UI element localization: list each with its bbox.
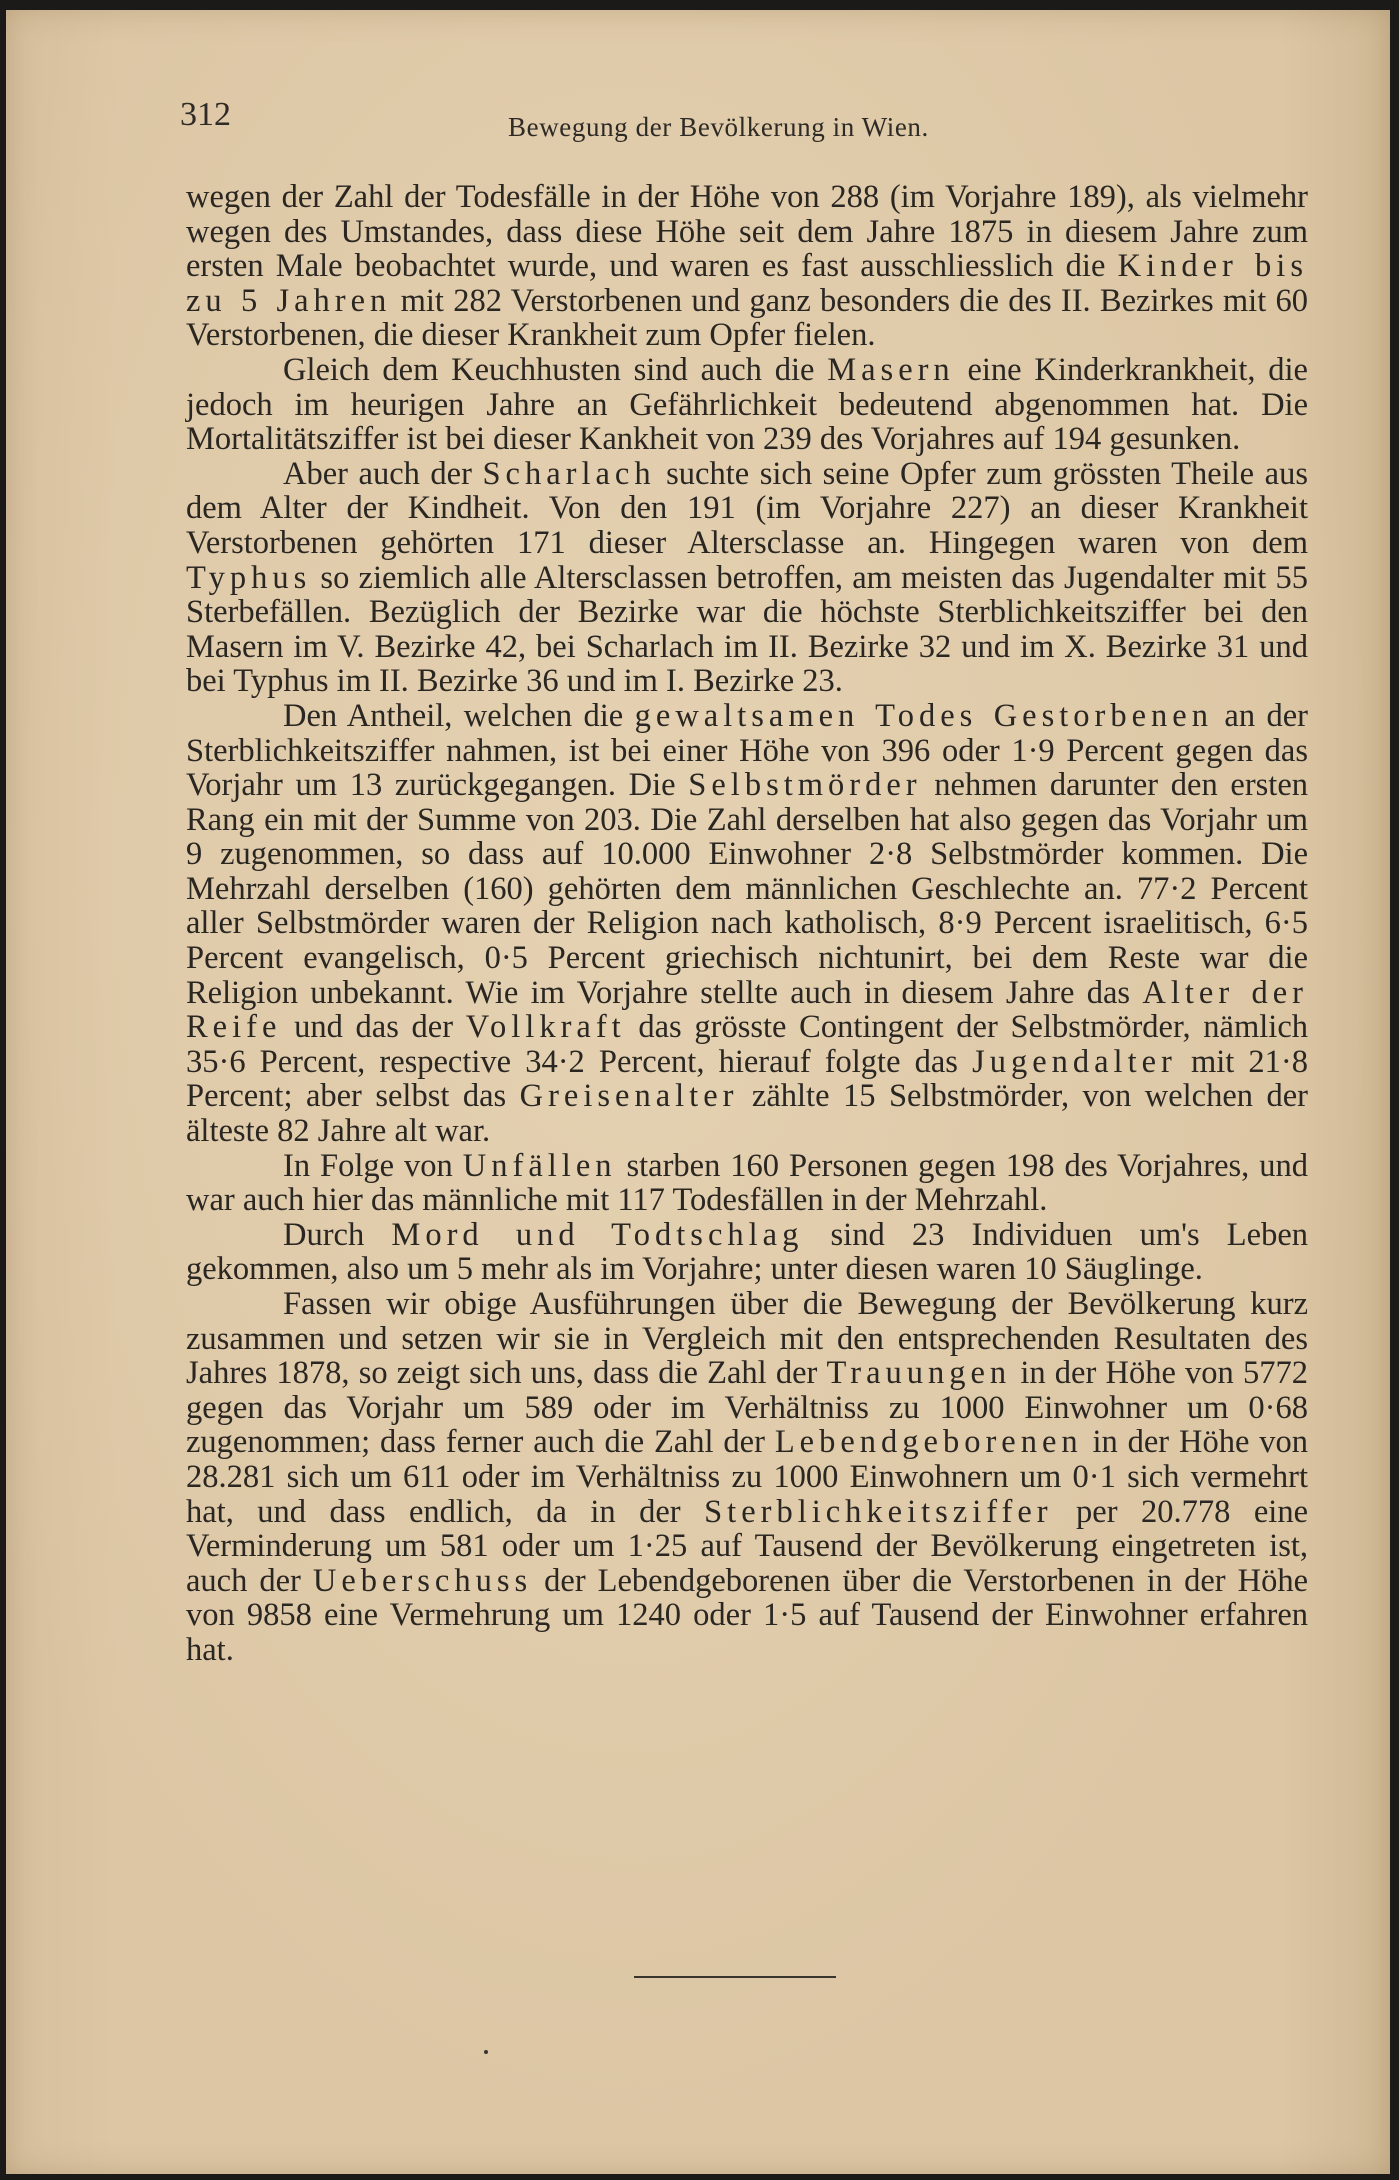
running-head: Bewegung der Bevölkerung in Wien. (508, 112, 929, 142)
text-run: das grösste Contingent der Selbstmörder, nämlich 35·6 Percent, respective 34·2 Percent, hierauf folgte das (186, 1009, 1308, 1080)
emphasized-term: Vollkraft (465, 1009, 626, 1046)
emphasized-term: Greisenalter (519, 1078, 739, 1115)
emphasized-term: Typhus (186, 559, 312, 596)
emphasized-term: Jugendalter (972, 1043, 1177, 1080)
text-run: und das der (281, 1009, 466, 1046)
text-run: an der Sterblichkeitsziffer nahmen, ist bei einer Höhe von 396 oder 1·9 Percent gegen das Vorjahr um 13 zurückgegangen. Die (186, 697, 1308, 804)
paragraph (186, 1218, 1308, 1287)
text-run: starben 160 Personen gegen 198 des Vorjahres, und war auch hier das männliche mit 117 Todesfällen in der Mehrzahl. (186, 1147, 1308, 1219)
emphasized-term: Selbstmörder (688, 767, 922, 804)
emphasized-term: Kinder bis zu 5 Jahren (186, 248, 1308, 319)
paragraph (186, 180, 1308, 353)
page-number: 312 (180, 96, 231, 133)
text-run: Gleich dem Keuchhusten sind auch die (283, 351, 828, 388)
text-run: Aber auch der (283, 455, 483, 492)
text-run: per 20.778 eine Verminderung um 581 oder um 1·25 auf Tausend der Bevölkerung eingetreten ist, auch der (186, 1493, 1308, 1599)
text-run: mit 21·8 Percent; aber selbst das (186, 1043, 1309, 1115)
paragraph (186, 353, 1308, 457)
text-run: in der Höhe von 28.281 sich um 611 oder im Verhältniss zu 1000 Einwohnern um 0·1 sich vermehrt hat, und dass endlich, da in der (186, 1424, 1308, 1530)
emphasized-term: Ueberschuss (312, 1562, 533, 1599)
emphasized-term: Trauungen (826, 1355, 1012, 1392)
emphasized-term: Sterblichkeitsziffer (704, 1493, 1053, 1530)
paragraph (186, 457, 1308, 699)
page-header (180, 96, 1310, 146)
ink-speck (484, 2050, 488, 2054)
emphasized-term: gewaltsamen Todes Gestorbenen (634, 697, 1213, 734)
text-run: Den Antheil, welchen die (283, 697, 635, 734)
text-run: sind 23 Individuen um's Leben gekommen, also um 5 mehr als im Vorjahre; unter diesen waren 10 Säuglinge. (186, 1216, 1308, 1288)
emphasized-term: Masern (827, 351, 955, 388)
text-run: so ziemlich alle Altersclassen betroffen, am meisten das Jugendalter mit 55 Sterbefällen. Bezüglich der Bezirke war die höchste Sterblichkeitsziffer bei den Masern im V. Bezirke 42, bei Scharlach im II. Bezirke 32 und im X. Bezirke 31 und bei Typhus im II. Bezirke 36 und im I. Bezirke 23. (186, 559, 1308, 700)
emphasized-term: Scharlach (482, 455, 656, 492)
text-run: in der Höhe von 5772 gegen das Vorjahr um 589 oder im Verhältniss zu 1000 Einwohner um 0·68 zugenommen; dass ferner auch die Zahl der (186, 1355, 1308, 1461)
text-run: eine Kinderkrankheit, die jedoch im heurigen Jahre an Gefährlichkeit bedeutend abgenommen hat. Die Mortalitätsziffer ist bei dieser Kankheit von 239 des Vorjahres auf 194 gesunken. (186, 351, 1308, 458)
paragraph (186, 699, 1308, 1149)
text-run: wegen der Zahl der Todesfälle in der Höhe von 288 (im Vorjahre 189), als vielmehr wegen des Umstandes, dass diese Höhe seit dem Jahre 1875 in diesem Jahre zum ersten Male beobachtet wurde, und waren es fast ausschliesslich die (186, 179, 1308, 285)
book-page (6, 10, 1390, 2174)
paragraph (186, 1149, 1308, 1218)
emphasized-term: Alter der Reife (186, 974, 1308, 1046)
text-run: suchte sich seine Opfer zum grössten Theile aus dem Alter der Kindheit. Von den 191 (im Vorjahre 227) an dieser Krankheit Verstorbenen gehörten 171 dieser Altersclasse an. Hingegen waren von dem (186, 455, 1308, 561)
text-run: Fassen wir obige Ausführungen über die Bewegung der Bevölkerung kurz zusammen und setzen wir sie in Vergleich mit den entsprechenden Resultaten des Jahres 1878, so zeigt sich uns, dass die Zahl der (186, 1286, 1308, 1392)
body-text (186, 180, 1308, 1668)
text-run: nehmen darunter den ersten Rang ein mit der Summe von 203. Die Zahl derselben hat also gegen das Vorjahr um 9 zugenommen, so dass auf 10.000 Einwohner 2·8 Selbstmörder kommen. Die Mehrzahl derselben (160) gehörten dem männlichen Geschlechte an. 77·2 Percent aller Selbstmörder waren der Religion nach katholisch, 8·9 Percent israelitisch, 6·5 Percent evangelisch, 0·5 Percent griechisch nichtunirt, bei dem Reste war die Religion unbekannt. Wie im Vorjahre stellte auch in diesem Jahre das (186, 767, 1308, 1011)
text-run: mit 282 Verstorbenen und ganz besonders die des II. Bezirkes mit 60 Verstorbenen, die dieser Krankheit zum Opfer fielen. (186, 282, 1309, 354)
closing-rule (634, 1976, 836, 1978)
text-run: In Folge von (283, 1147, 463, 1184)
emphasized-term: Mord und Todtschlag (391, 1216, 804, 1253)
text-run: der Lebendgeborenen über die Verstorbenen in der Höhe von 9858 eine Vermehrung um 1240 oder 1·5 auf Tausend der Einwohner erfahren hat. (186, 1562, 1308, 1668)
emphasized-term: Unfällen (462, 1147, 617, 1184)
emphasized-term: Lebendgeborenen (774, 1424, 1083, 1461)
paragraph (186, 1287, 1308, 1668)
text-run: Durch (283, 1216, 392, 1253)
text-run: zählte 15 Selbstmörder, von welchen der älteste 82 Jahre alt war. (186, 1078, 1308, 1150)
